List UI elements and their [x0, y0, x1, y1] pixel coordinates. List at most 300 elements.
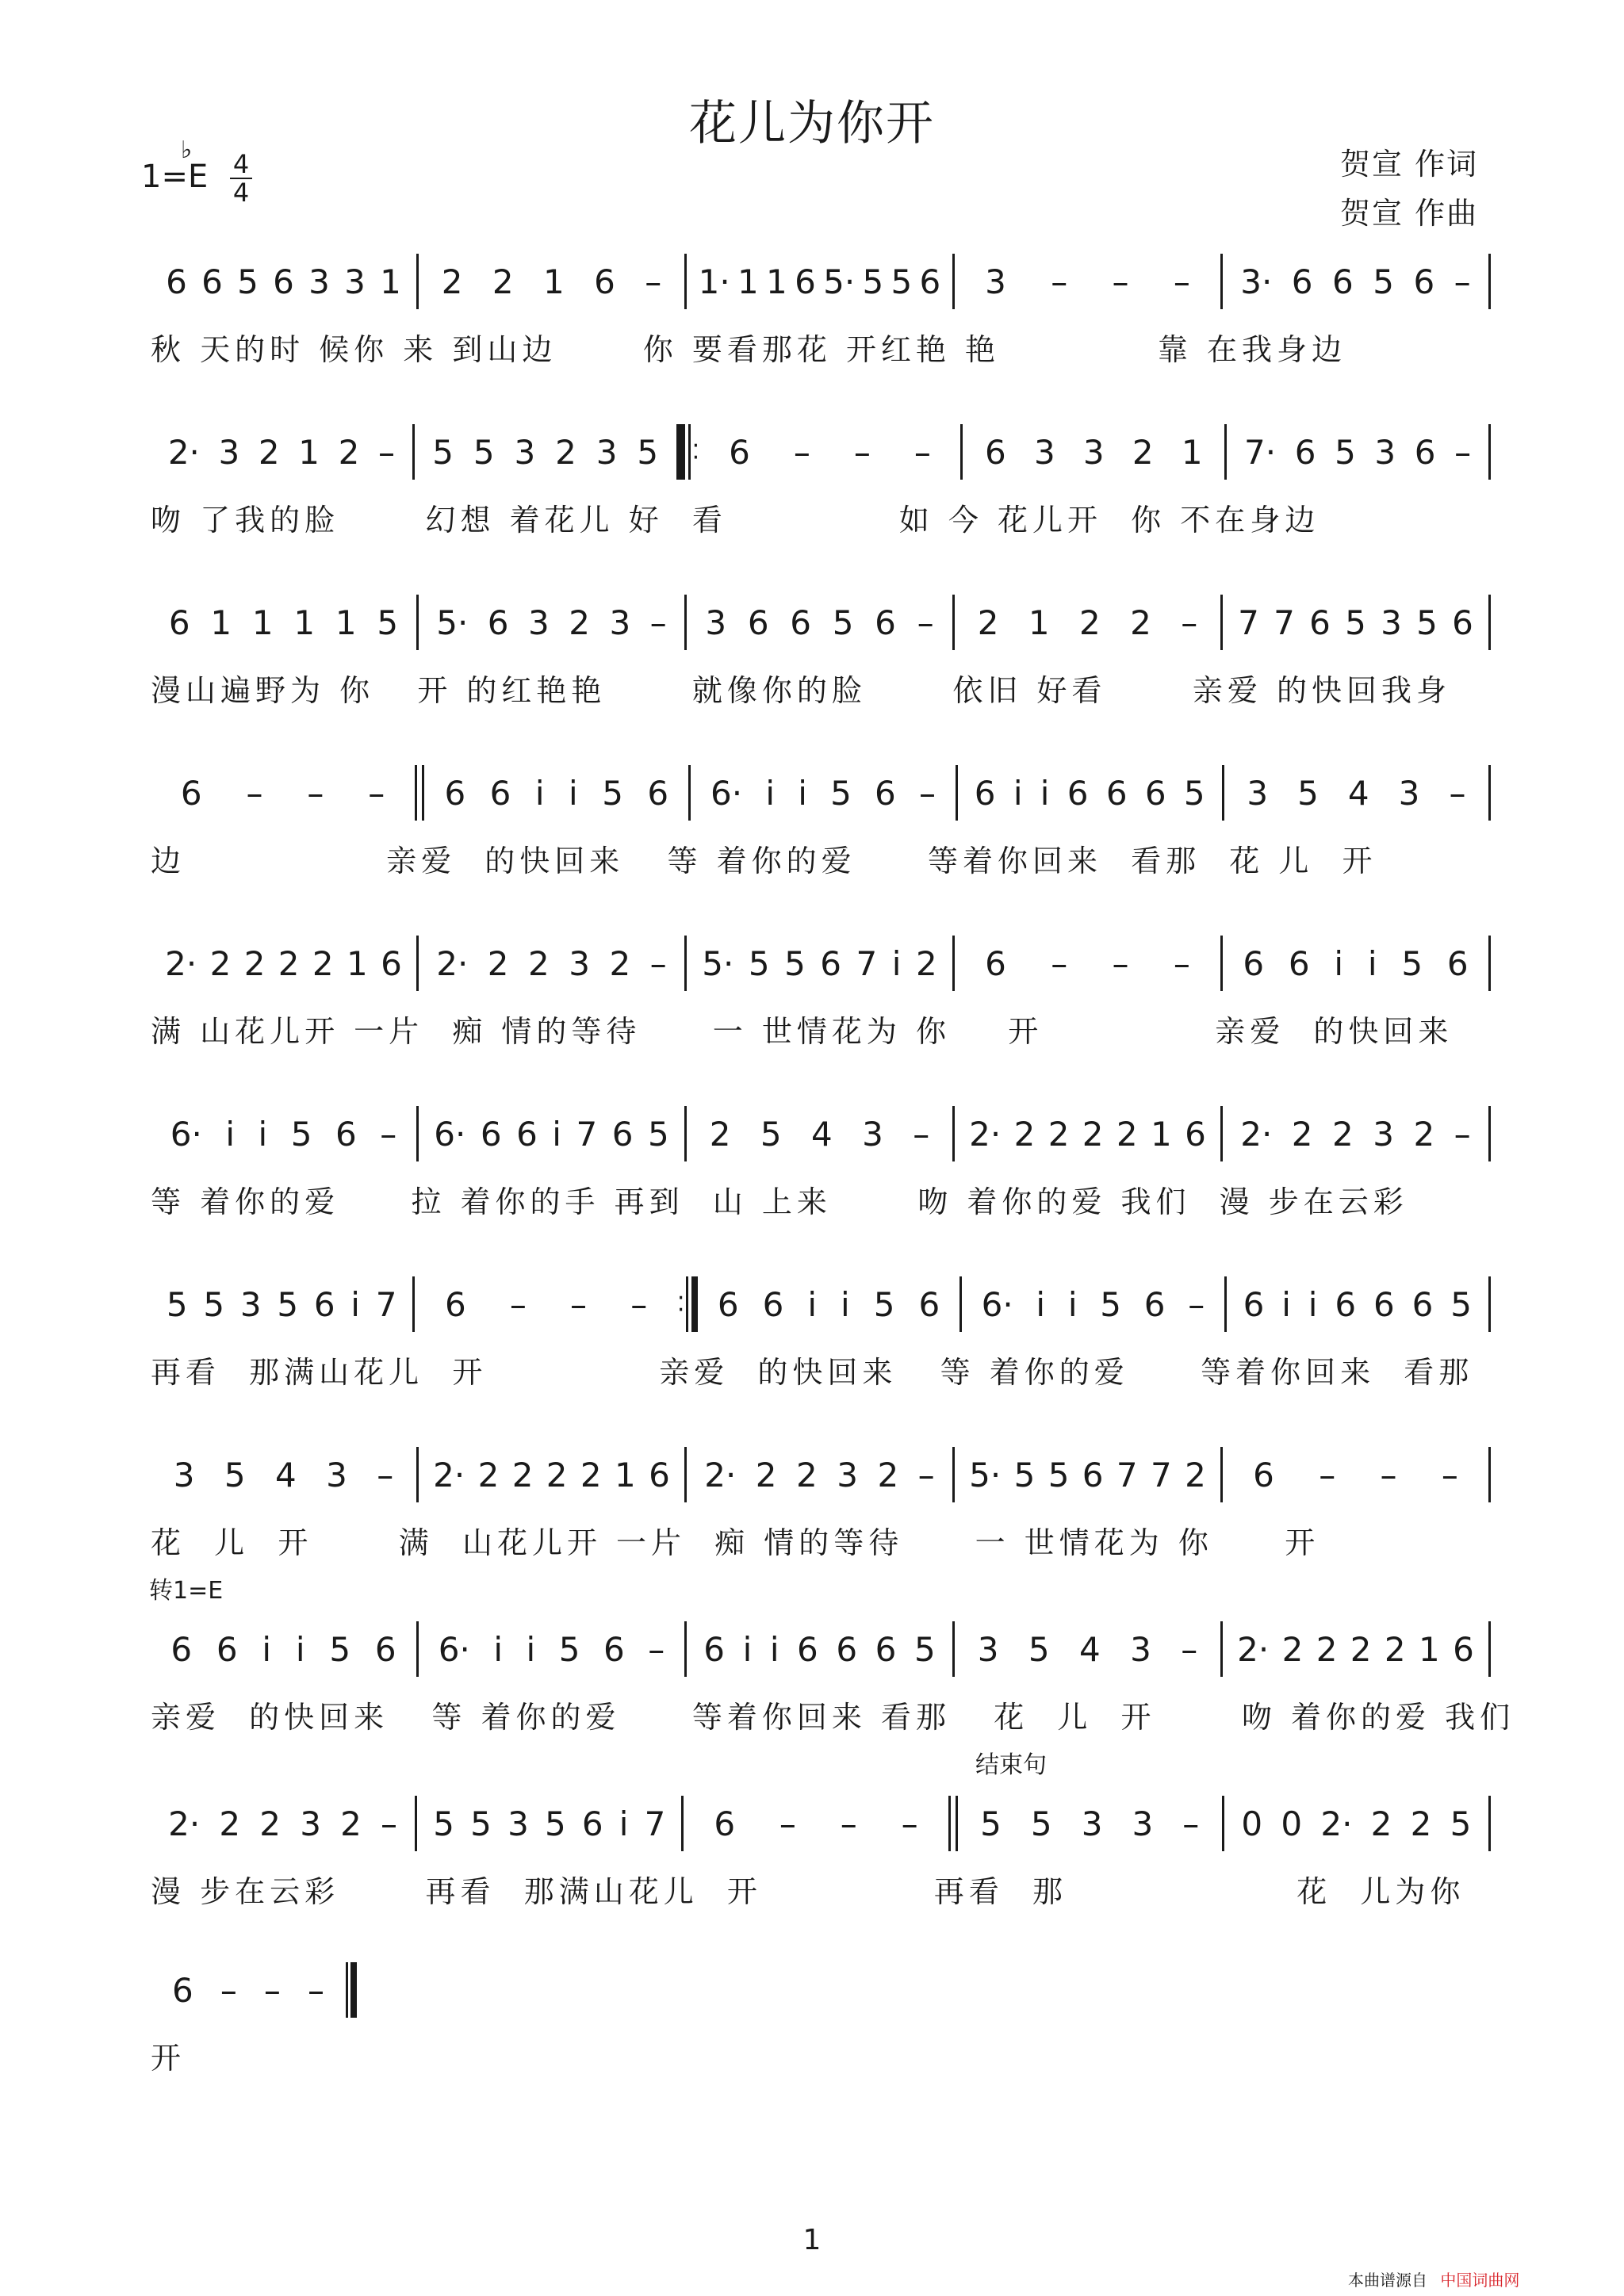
- note: 5: [1028, 1629, 1050, 1669]
- note: i: [1308, 1284, 1318, 1324]
- note: 6: [1143, 1284, 1166, 1324]
- measure: [1223, 1447, 1488, 1502]
- note: i: [769, 1629, 779, 1669]
- note: 1: [210, 603, 232, 642]
- note: 5: [891, 262, 913, 301]
- note: 2: [258, 432, 280, 472]
- note: 5: [1048, 1455, 1070, 1494]
- note: –: [648, 1629, 665, 1669]
- note: i: [1013, 773, 1023, 813]
- measure: [687, 936, 952, 991]
- lyrics-line: 漫 步在云彩 再看 那满山花儿 开 再看 那 花 儿为你: [151, 1874, 1465, 1909]
- measure: [151, 1796, 415, 1851]
- repeat-dots: · ·: [676, 1284, 685, 1324]
- note: –: [630, 1284, 648, 1324]
- note: i: [225, 1114, 236, 1154]
- note: –: [901, 1804, 918, 1843]
- time-top: 4: [232, 149, 250, 179]
- note: 1: [614, 1455, 636, 1494]
- note: 5: [1401, 943, 1423, 983]
- measure: [955, 1447, 1220, 1502]
- note: 5: [544, 1804, 566, 1843]
- note: 2: [1410, 1804, 1432, 1843]
- note: 1: [1028, 603, 1050, 642]
- note: 5: [760, 1114, 782, 1154]
- measure: [419, 936, 684, 991]
- note: 2: [1116, 1114, 1138, 1154]
- note: i: [534, 773, 545, 813]
- note: i: [807, 1284, 817, 1324]
- note: 5: [1030, 1804, 1052, 1843]
- note: 2: [1048, 1114, 1070, 1154]
- note: –: [1173, 943, 1190, 983]
- note: 1: [293, 603, 316, 642]
- note: 5: [558, 1629, 580, 1669]
- note: 6: [747, 603, 769, 642]
- note: 2·: [167, 432, 200, 472]
- note: 6: [1082, 1455, 1104, 1494]
- note: 6: [201, 262, 223, 301]
- note: 5: [1450, 1804, 1472, 1843]
- measure: [151, 765, 415, 821]
- lyrics-line: 满 山花儿开 一片 痴 情的等待 一 世情花为 你 开 亲爱 的快回来: [151, 1014, 1454, 1049]
- note: 0: [1241, 1804, 1263, 1843]
- measure: [955, 595, 1220, 650]
- note: 3: [508, 1804, 529, 1843]
- note: i: [552, 1114, 561, 1154]
- note: 2: [487, 943, 509, 983]
- note: 6: [444, 773, 466, 813]
- note: 6: [1453, 1629, 1474, 1669]
- note: 6: [374, 1629, 396, 1669]
- lyrics-line: 再看 那满山花儿 开 亲爱 的快回来 等 着你的爱 等着你回来 看那: [151, 1355, 1474, 1390]
- note: i: [295, 1629, 305, 1669]
- note: 6: [875, 1629, 897, 1669]
- note: 6: [381, 943, 402, 983]
- note: –: [1380, 1455, 1397, 1494]
- note: 2·: [165, 943, 197, 983]
- note: 2: [555, 432, 576, 472]
- note: 2: [441, 262, 463, 301]
- note: 3: [514, 432, 536, 472]
- note: i: [798, 773, 807, 813]
- measure: [687, 254, 952, 309]
- note: 5·: [436, 603, 469, 642]
- note: 5: [1335, 432, 1356, 472]
- note: 3: [218, 432, 240, 472]
- note: 3: [1130, 1629, 1151, 1669]
- note: 3: [1374, 432, 1396, 472]
- note: 6: [1335, 1284, 1357, 1324]
- notes-line: [151, 1621, 1491, 1677]
- note: –: [1454, 1114, 1471, 1154]
- note: 2: [243, 943, 266, 983]
- note: 2: [1078, 603, 1101, 642]
- note: 3: [1381, 603, 1402, 642]
- note: –: [1051, 262, 1068, 301]
- note: 6: [594, 262, 615, 301]
- note: 2: [340, 1804, 362, 1843]
- lyrics-line: 秋 天的时 候你 来 到山边 你 要看那花 开红艳 艳 靠 在我身边: [151, 332, 1346, 367]
- note: 5: [329, 1629, 351, 1669]
- note: 3: [977, 1629, 999, 1669]
- note: 6: [790, 603, 811, 642]
- note: 2: [1185, 1455, 1206, 1494]
- measure: [151, 1962, 346, 2018]
- measure: [151, 1621, 416, 1677]
- measure: [1224, 1796, 1488, 1851]
- measure: [415, 424, 676, 480]
- note: i: [742, 1629, 753, 1669]
- note: 3: [173, 1455, 195, 1494]
- measure: [962, 1276, 1224, 1332]
- measure: [699, 424, 961, 480]
- note: 5: [224, 1455, 246, 1494]
- note: 2: [1291, 1114, 1313, 1154]
- note: 6: [487, 603, 509, 642]
- note: 5: [1345, 603, 1366, 642]
- note: 5: [1416, 603, 1438, 642]
- final-barline: [346, 1962, 357, 2018]
- note: 2·: [433, 1455, 465, 1494]
- note: 1: [335, 603, 357, 642]
- note: 2: [977, 603, 999, 642]
- note: 2: [511, 1455, 534, 1494]
- note: –: [1182, 1804, 1200, 1843]
- notes-line: [151, 595, 1491, 650]
- note: 2: [209, 943, 232, 983]
- note: 6: [170, 1629, 193, 1669]
- note: 1: [1418, 1629, 1440, 1669]
- note: i: [765, 773, 775, 813]
- measure: [1227, 424, 1488, 480]
- time-bottom: 4: [232, 178, 250, 208]
- measure: [684, 1796, 948, 1851]
- measure: [419, 1447, 684, 1502]
- note: 5: [1373, 262, 1394, 301]
- note: 3: [239, 1284, 262, 1324]
- barline: [1488, 254, 1491, 309]
- note: 5: [1450, 1284, 1473, 1324]
- notes-line: [151, 254, 1491, 309]
- note: 5: [980, 1804, 1002, 1843]
- note: 6: [273, 262, 294, 301]
- note: 3: [1247, 773, 1269, 813]
- note: 2: [609, 943, 631, 983]
- note: 3: [1373, 1114, 1394, 1154]
- measure: [151, 424, 412, 480]
- measure: [687, 595, 952, 650]
- note: 3: [1082, 432, 1105, 472]
- measure: [419, 1106, 684, 1161]
- barline: [1488, 424, 1491, 480]
- note: i: [1067, 1284, 1078, 1324]
- note: i: [1040, 773, 1050, 813]
- measure: [415, 1276, 676, 1332]
- note: 2: [1413, 1114, 1435, 1154]
- note: 6: [1105, 773, 1128, 813]
- measure: [151, 254, 416, 309]
- notes-line: [151, 424, 1491, 480]
- note: 3: [1033, 432, 1055, 472]
- note: i: [841, 1284, 850, 1324]
- note: 1: [251, 603, 274, 642]
- note: i: [258, 1114, 268, 1154]
- note: –: [380, 1114, 397, 1154]
- note: 6: [875, 773, 896, 813]
- note: i: [1367, 943, 1377, 983]
- notes-line: [151, 1796, 1491, 1851]
- note: 4: [1078, 1629, 1101, 1669]
- note: 2: [1130, 603, 1151, 642]
- measure: [1224, 765, 1488, 821]
- note: –: [1112, 262, 1129, 301]
- note: 6: [168, 603, 190, 642]
- note: 6: [1067, 773, 1089, 813]
- note: 5: [203, 1284, 225, 1324]
- barline: [1488, 1796, 1491, 1851]
- barline: [1488, 1106, 1491, 1161]
- note: 3: [1081, 1804, 1103, 1843]
- lyrics-line: 吻 了我的脸 幻想 着花儿 好 看 如 今 花儿开 你 不在身边: [151, 503, 1320, 538]
- note: 5: [432, 432, 454, 472]
- measure: [419, 595, 684, 650]
- note: 7: [644, 1804, 666, 1843]
- note: 6: [1332, 262, 1354, 301]
- note: i: [493, 1629, 504, 1669]
- note: –: [1173, 262, 1190, 301]
- note: –: [307, 773, 324, 813]
- note: 5·: [969, 1455, 1002, 1494]
- note: 2: [709, 1114, 731, 1154]
- note: 2·: [168, 1804, 201, 1843]
- measure: [1227, 1276, 1488, 1332]
- note: –: [1181, 603, 1198, 642]
- note: 6·: [434, 1114, 466, 1154]
- note: 2: [259, 1804, 282, 1843]
- note: 2: [877, 1455, 899, 1494]
- note: 2·: [436, 943, 469, 983]
- note: 2: [1082, 1114, 1104, 1154]
- note: 1: [737, 262, 759, 301]
- note: 3: [308, 262, 330, 301]
- note: –: [1454, 262, 1471, 301]
- note: 6: [313, 1284, 335, 1324]
- note: –: [917, 603, 934, 642]
- note: 3: [837, 1455, 858, 1494]
- note: –: [779, 1804, 796, 1843]
- note: 3: [609, 603, 631, 642]
- note: 5: [784, 943, 806, 983]
- note: i: [526, 1629, 536, 1669]
- measure: [958, 1796, 1222, 1851]
- note: 6: [166, 262, 187, 301]
- note: 5: [914, 1629, 936, 1669]
- note: 7: [856, 943, 878, 983]
- note: 6: [1291, 262, 1313, 301]
- note: –: [793, 432, 810, 472]
- page-number: 1: [802, 2224, 822, 2256]
- note: 5: [647, 1114, 669, 1154]
- note: 2·: [1320, 1804, 1353, 1843]
- note: 6: [1446, 943, 1469, 983]
- note: –: [919, 773, 936, 813]
- note: i: [619, 1804, 629, 1843]
- note: i: [1036, 1284, 1046, 1324]
- note: –: [853, 432, 871, 472]
- footer-source: [1348, 2267, 1519, 2290]
- note: 6: [919, 262, 941, 301]
- note: 5: [1297, 773, 1319, 813]
- note: 2: [492, 262, 514, 301]
- key-label: 1=E: [141, 159, 209, 195]
- note: 3: [300, 1804, 321, 1843]
- measure: [955, 936, 1220, 991]
- note: 3: [344, 262, 366, 301]
- note: –: [1449, 773, 1466, 813]
- note: 1: [1150, 1114, 1172, 1154]
- barline: [1488, 1621, 1491, 1677]
- note: 6: [1253, 1455, 1274, 1494]
- barline: [1488, 1447, 1491, 1502]
- note: –: [840, 1804, 857, 1843]
- section-label: 结束句: [975, 1751, 1047, 1779]
- lyricist-credit: 贺宣 作词: [1340, 147, 1479, 182]
- note: –: [570, 1284, 588, 1324]
- note: 0: [1281, 1804, 1303, 1843]
- lyrics-line: 漫山遍野为 你 开 的红艳艳 就像你的脸 依旧 好看 亲爱 的快回我身: [151, 673, 1451, 708]
- note: 7: [1274, 603, 1295, 642]
- note: 5: [830, 773, 852, 813]
- double-barline: [948, 1796, 958, 1851]
- note: 3: [528, 603, 550, 642]
- measure: [151, 936, 416, 991]
- note: –: [914, 432, 931, 472]
- note: 6·: [170, 1114, 202, 1154]
- note: –: [1441, 1455, 1458, 1494]
- note: 3: [1132, 1804, 1154, 1843]
- measure: [698, 1276, 959, 1332]
- note: 7: [1150, 1455, 1172, 1494]
- note: 2: [477, 1455, 500, 1494]
- song-title: 花儿为你开: [689, 96, 935, 151]
- repeat-end-barline: [677, 1276, 698, 1332]
- note: 6: [918, 1284, 940, 1324]
- note: –: [246, 773, 263, 813]
- measure: [687, 1447, 952, 1502]
- note: i: [262, 1629, 272, 1669]
- measure: [955, 1106, 1220, 1161]
- note: i: [1334, 943, 1344, 983]
- lyrics-line: 边 亲爱 的快回来 等 着你的爱 等着你回来 看那 花 儿 开: [151, 844, 1377, 878]
- note: 6: [795, 262, 816, 301]
- note: –: [1454, 432, 1472, 472]
- note: 3: [985, 262, 1006, 301]
- note: 7·: [1244, 432, 1277, 472]
- measure: [687, 1106, 952, 1161]
- note: 1: [542, 262, 565, 301]
- note: 2: [1332, 1114, 1354, 1154]
- note: 6·: [710, 773, 743, 813]
- measure: [419, 1621, 684, 1677]
- note: 6: [216, 1629, 238, 1669]
- notes-line: [151, 1447, 1491, 1502]
- measure: [1223, 595, 1488, 650]
- note: 2: [1316, 1629, 1338, 1669]
- note: 1: [346, 943, 368, 983]
- note: 6: [1414, 432, 1436, 472]
- composer-credit: 贺宣 作曲: [1340, 196, 1479, 231]
- note: 6: [820, 943, 842, 983]
- note: –: [381, 1804, 398, 1843]
- note: 6: [729, 432, 750, 472]
- note: 5: [1100, 1284, 1121, 1324]
- note: –: [1188, 1284, 1205, 1324]
- measure: [963, 424, 1224, 480]
- note: –: [1319, 1455, 1336, 1494]
- note: 2: [755, 1455, 777, 1494]
- note: 7: [1238, 603, 1259, 642]
- barline: [1488, 936, 1491, 991]
- lyrics-line: 开: [151, 2041, 186, 2076]
- flat-sign: ♭: [181, 136, 193, 164]
- note: 6: [1411, 1284, 1434, 1324]
- note: 2: [219, 1804, 241, 1843]
- note: 6: [480, 1114, 502, 1154]
- lyrics-line: 花 儿 开 满 山花儿开 一片 痴 情的等待 一 世情花为 你 开: [151, 1525, 1320, 1560]
- note: 6: [1413, 262, 1435, 301]
- note: 6: [985, 432, 1006, 472]
- note: –: [307, 1970, 324, 2010]
- notes-line: [151, 765, 1491, 821]
- measure: [687, 1621, 952, 1677]
- note: 4: [274, 1455, 297, 1494]
- note: 5: [873, 1284, 895, 1324]
- note: –: [913, 1114, 930, 1154]
- note: 4: [810, 1114, 833, 1154]
- note: 5: [473, 432, 495, 472]
- note: 5: [433, 1804, 455, 1843]
- note: 6: [1452, 603, 1473, 642]
- barline: [1488, 1276, 1491, 1332]
- note: 6: [717, 1284, 739, 1324]
- note: 2: [1370, 1804, 1392, 1843]
- note: 3: [705, 603, 727, 642]
- note: 5: [290, 1114, 312, 1154]
- note: 6: [703, 1629, 726, 1669]
- notes-line: [151, 936, 1491, 991]
- note: 6: [444, 1284, 466, 1324]
- note: 2: [796, 1455, 818, 1494]
- measure: [419, 254, 684, 309]
- note: 2: [528, 943, 550, 983]
- note: –: [1051, 943, 1068, 983]
- note: 2: [1281, 1629, 1304, 1669]
- note: 1: [298, 432, 320, 472]
- note: 6: [1144, 773, 1166, 813]
- measure: [151, 1276, 412, 1332]
- measure: [424, 765, 688, 821]
- repeat-dots: · ·: [691, 432, 700, 472]
- note: 3·: [1240, 262, 1273, 301]
- measure: [1223, 1621, 1488, 1677]
- note: –: [263, 1970, 281, 2010]
- note: 3: [326, 1455, 347, 1494]
- note: 6: [985, 943, 1006, 983]
- note: 1·: [698, 262, 730, 301]
- note: 5: [377, 603, 399, 642]
- lyrics-line: 等 着你的爱 拉 着你的手 再到 山 上来 吻 着你的爱 我们 漫 步在云彩: [151, 1184, 1408, 1219]
